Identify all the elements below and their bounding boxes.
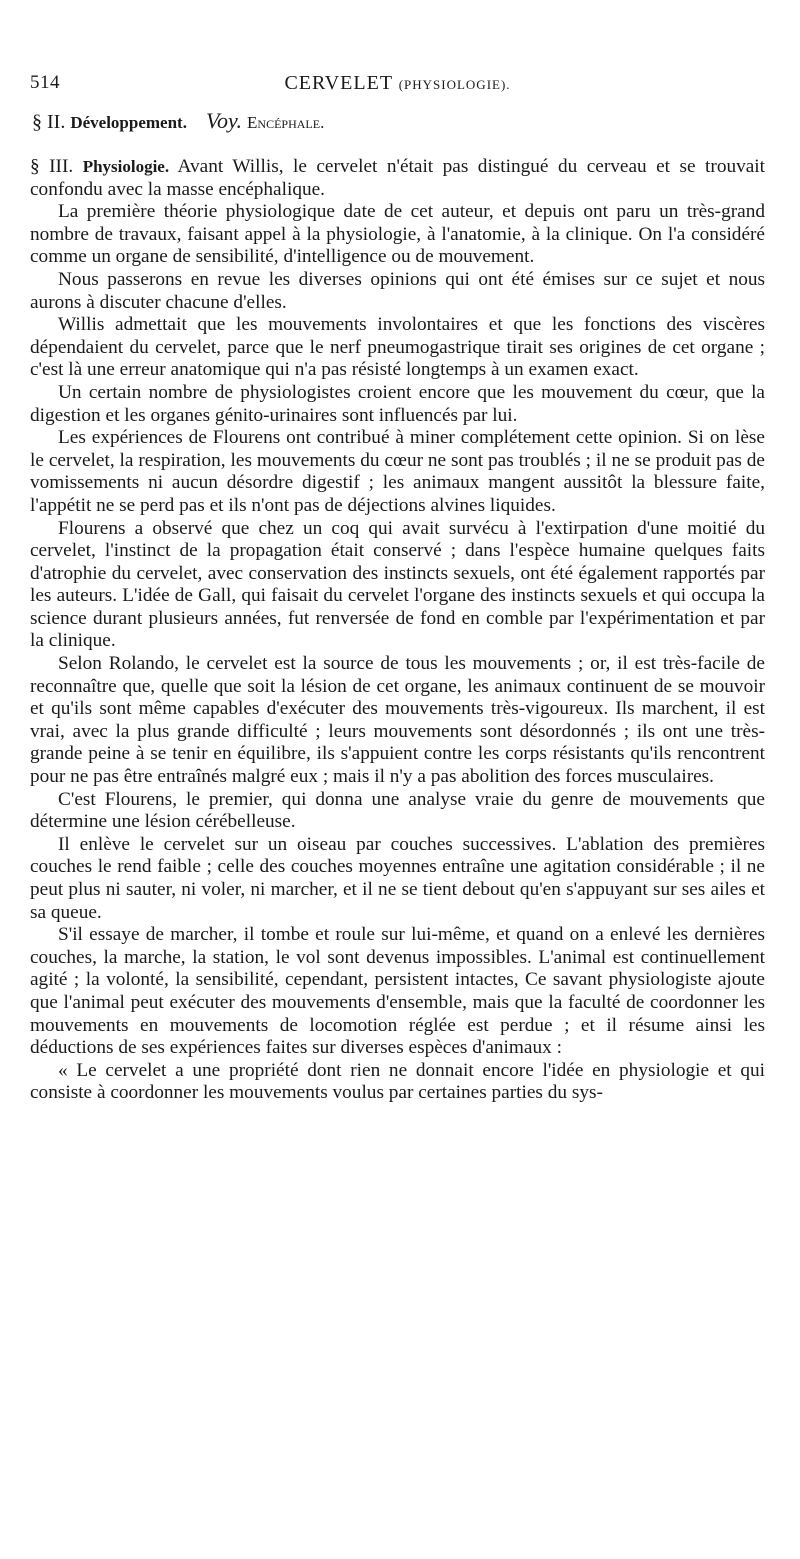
paragraph: S'il essaye de marcher, il tombe et roule sur lui-même, et quand on a enlevé les dernières couches, la marche, la station, le vol sont devenus impossibles. L'animal est continuellement agité ; la volonté, la sensibilité, cependant, persistent intactes, Ce savant physiologiste ajoute que l'animal peut exécuter des mouvements d'ensemble, mais que la faculté de coordonner les mouvements en mouvements de locomotion réglée est perdue ; et il résume ainsi les déductions de ses expériences faites sur diverses espèces d'animaux : bbox=[30, 924, 765, 1059]
paragraph: Il enlève le cervelet sur un oiseau par couches successives. L'ablation des premières couches le rend faible ; celle des couches moyennes entraîne une agitation considérable ; il ne peut plus ni sauter, ni voler, ni marcher, et il ne se tient debout qu'en s'appuyant sur ses ailes et sa queue. bbox=[30, 833, 765, 923]
section-2-mark: § II. bbox=[32, 111, 66, 133]
paragraph: Les expériences de Flourens ont contribué à miner complétement cette opinion. Si on lèse le cervelet, la respiration, les mouvements du cœur ne sont pas troublés ; il ne se produit pas de vomissements ni aucun désordre digestif ; les animaux mangent aussitôt la blessure faite, l'appétit ne se perd pas et ils n'ont pas de déjections alvines liquides. bbox=[30, 427, 765, 516]
document-page bbox=[30, 66, 765, 1105]
paragraph: Un certain nombre de physiologistes croient encore que les mouvement du cœur, que la digestion et les organes génito-urinaires sont influencés par lui. bbox=[30, 381, 765, 426]
paragraph: Nous passerons en revue les diverses opinions qui ont été émises sur ce sujet et nous aurons à discuter chacune d'elles. bbox=[30, 268, 765, 313]
paragraph: C'est Flourens, le premier, qui donna une analyse vraie du genre de mouvements que détermine une lésion cérébelleuse. bbox=[30, 788, 765, 833]
section-3-body bbox=[30, 156, 765, 1105]
section-3-heading: Physiologie. bbox=[82, 157, 170, 176]
section-2-line bbox=[30, 108, 765, 136]
page-number: 514 bbox=[30, 72, 60, 93]
section-2-reference: Encéphale. bbox=[247, 113, 325, 132]
running-title bbox=[30, 72, 765, 95]
paragraph: « Le cervelet a une propriété dont rien ne donnait encore l'idée en physiologie et qui consiste à coordonner les mouvements voulus par certaines parties du sys- bbox=[30, 1059, 765, 1104]
section-3-mark: § III. bbox=[30, 156, 74, 177]
paragraph bbox=[30, 156, 765, 201]
paragraph: Flourens a observé que chez un coq qui avait survécu à l'extirpation d'une moitié du cervelet, l'instinct de la propagation était conservé ; dans l'espèce humaine quelques faits d'atrophie du cervelet, avec conservation des instincts sexuels, ont été également rapportés par les auteurs. L'idée de Gall, qui faisait du cervelet l'organe des instincts sexuels et qui occupa la science durant plusieurs années, fut renversée de fond en comble par l'expérimentation et par la clinique. bbox=[30, 517, 765, 652]
paragraph: La première théorie physiologique date de cet auteur, et depuis ont paru un très-grand nombre de travaux, faisant appel à la physiologie, à l'anatomie, à la clinique. On l'a considéré comme un organe de sensibilité, d'intelligence ou de mouvement. bbox=[30, 201, 765, 268]
paragraph: Willis admettait que les mouvements involontaires et que les fonctions des viscères dépendaient du cervelet, parce que le nerf pneumogastrique tirait ses origines de cet organe ; c'est là une erreur anatomique qui n'a pas résisté longtemps à un examen exact. bbox=[30, 314, 765, 381]
paragraph-text: Avant Willis, le cervelet n'était pas distingué du cerveau et se trouvait confondu avec la masse encéphalique. bbox=[30, 156, 766, 200]
section-2-heading: Développement. bbox=[70, 113, 187, 132]
running-title-subtitle: (PHYSIOLOGIE). bbox=[398, 77, 511, 92]
running-title-main: CERVELET bbox=[284, 72, 393, 94]
section-2-voy: Voy. bbox=[205, 108, 243, 133]
paragraph: Selon Rolando, le cervelet est la source de tous les mouvements ; or, il est très-facile de reconnaître que, quelle que soit la lésion de cet organe, les animaux continuent de se mouvoir et qu'ils sont même capables d'exécuter des mouvements très-vigoureux. Ils marchent, il est vrai, avec la plus grande difficulté ; leurs mouvements sont désordonnés ; ils ont une très-grande peine à se tenir en équilibre, ils s'appuient contre les corps résistants qu'ils rencontrent pour ne pas être entraînés malgré eux ; mais il n'y a pas abolition des forces musculaires. bbox=[30, 653, 765, 788]
running-head bbox=[30, 66, 765, 94]
